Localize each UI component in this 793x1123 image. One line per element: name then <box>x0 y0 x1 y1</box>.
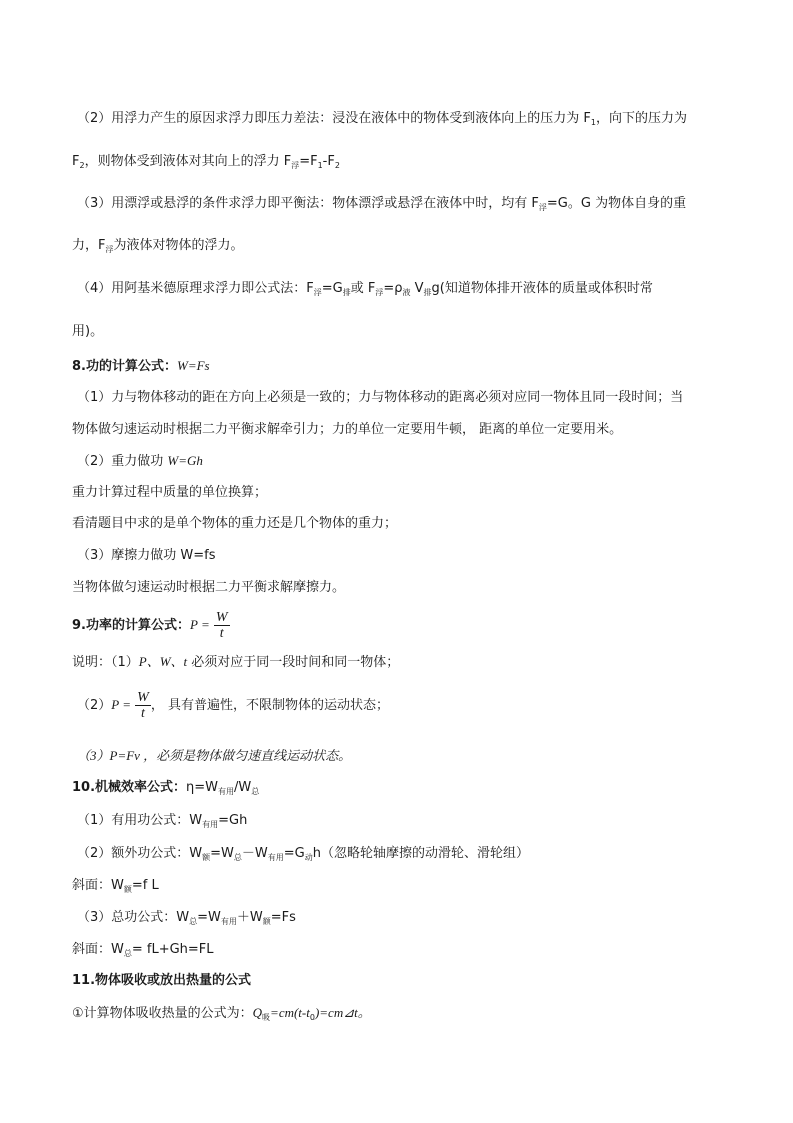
text: =f L <box>131 878 159 893</box>
section-11-heading <box>72 972 251 990</box>
formula: =cm(t-t <box>270 1005 310 1020</box>
formula: η=W <box>186 780 219 795</box>
text: 斜面：W <box>72 878 124 893</box>
text: =F <box>299 154 318 169</box>
subscript: 2 <box>334 161 340 170</box>
denominator: t <box>219 626 224 641</box>
efficiency-note-3-incline <box>72 941 214 963</box>
text: = fL+Gh=FL <box>131 942 214 957</box>
buoyancy-method-4-line2 <box>72 323 103 341</box>
formula: )=cm⊿t。 <box>314 1005 371 1020</box>
subscript: 额 <box>262 917 271 926</box>
buoyancy-method-4-line1 <box>77 280 653 302</box>
heat-formula-line <box>72 1004 371 1027</box>
text: 必须对应于同一段时间和同一物体； <box>187 655 400 670</box>
text: 或 F <box>350 281 376 296</box>
text: 具有普遍性，不限制物体的运动状态； <box>163 698 389 713</box>
text: 用)。 <box>72 324 104 339</box>
buoyancy-method-2-line2 <box>72 153 340 175</box>
text: =ρ <box>383 281 403 296</box>
fraction <box>135 690 151 721</box>
power-note-3 <box>77 747 351 765</box>
heading-text: 9.功率的计算公式： <box>72 618 190 633</box>
text: （3）P=Fv ，必须是物体做匀速直线运动状态。 <box>77 748 352 763</box>
text: 斜面：W <box>72 942 124 957</box>
text: 物体做匀速运动时根据二力平衡求解牵引力；力的单位一定要用牛顿， 距离的单位一定要用米。 <box>72 422 623 437</box>
power-note-2 <box>77 688 389 723</box>
formula: W=Fs <box>176 358 210 373</box>
heading-text: 11.物体吸收或放出热量的公式 <box>72 973 252 988</box>
subscript: 0 <box>309 1013 315 1022</box>
subscript: 有用 <box>218 787 235 796</box>
text: ＋W <box>236 910 263 925</box>
text: =W <box>197 910 221 925</box>
subscript: 浮 <box>375 288 384 297</box>
section-8-heading <box>72 357 210 376</box>
text: 看清题目中求的是单个物体的重力还是几个物体的重力； <box>72 516 398 531</box>
efficiency-note-1 <box>77 812 247 834</box>
subscript: 1 <box>317 161 323 170</box>
text: （4）用阿基米德原理求浮力即公式法：F <box>77 281 314 296</box>
text: =G <box>321 281 343 296</box>
text: （2） <box>77 698 112 713</box>
text: V <box>410 281 424 296</box>
subscript: 浮 <box>538 203 547 212</box>
formula: P、W、t <box>138 654 188 669</box>
subscript: 1 <box>590 118 596 127</box>
text: 力，F <box>72 238 106 253</box>
text: =Fs <box>270 910 296 925</box>
formula: /W <box>234 780 252 795</box>
subscript: 动 <box>304 853 313 862</box>
text: （3）摩擦力做功 W=fs <box>77 548 216 563</box>
section-9-heading <box>72 608 230 643</box>
text: h（忽略轮轴摩擦的动滑轮、滑轮组） <box>312 846 529 861</box>
text: （1）力与物体移动的距在方向上必须是一致的；力与物体移动的距离必须对应同一物体且同一段时间；当 <box>77 390 684 405</box>
work-note-2-detail-2 <box>72 515 397 533</box>
subscript: 2 <box>79 161 85 170</box>
text: =W <box>210 846 234 861</box>
subscript: 有用 <box>220 917 237 926</box>
work-note-3 <box>77 547 216 565</box>
text: =G。G 为物体自身的重 <box>546 196 687 211</box>
text: （2）重力做功 <box>77 454 168 469</box>
work-note-2 <box>77 452 203 471</box>
denominator: t <box>141 706 145 721</box>
subscript: 液 <box>402 288 411 297</box>
subscript: 有用 <box>202 820 219 829</box>
subscript: 吸 <box>262 1013 271 1022</box>
text: （3）用漂浮或悬浮的条件求浮力即平衡法：物体漂浮或悬浮在液体中时，均有 F <box>77 196 539 211</box>
buoyancy-method-3-line1 <box>77 195 686 217</box>
fraction <box>214 610 230 641</box>
power-note-1 <box>72 653 399 672</box>
buoyancy-method-2-line1 <box>77 110 687 132</box>
heading-text: 8.功的计算公式： <box>72 359 177 374</box>
text: ， <box>150 698 164 713</box>
formula: Q <box>252 1005 263 1020</box>
text: -F <box>322 154 335 169</box>
numerator: W <box>215 610 228 625</box>
subscript: 浮 <box>313 288 322 297</box>
formula: P = <box>189 617 210 632</box>
text: F <box>72 154 80 169</box>
efficiency-note-2-incline <box>72 877 159 899</box>
subscript: 总 <box>123 949 132 958</box>
numerator: W <box>137 690 149 705</box>
efficiency-note-2 <box>77 845 529 867</box>
work-note-2-detail-1 <box>72 484 267 502</box>
buoyancy-method-3-line2 <box>72 237 244 259</box>
text: （1）有用功公式：W <box>77 813 203 828</box>
text: 重力计算过程中质量的单位换算； <box>72 485 268 500</box>
subscript: 浮 <box>291 161 300 170</box>
subscript: 总 <box>189 917 198 926</box>
text: ，则物体受到液体对其向上的浮力 F <box>84 154 292 169</box>
text: g(知道物体排开液体的质量或体积时常 <box>431 281 653 296</box>
heading-text: 10.机械效率公式： <box>72 780 187 795</box>
subscript: 总 <box>233 853 242 862</box>
subscript: 浮 <box>105 245 114 254</box>
subscript: 额 <box>123 885 132 894</box>
work-note-1-line1 <box>77 389 683 407</box>
text: （2）额外功公式：W <box>77 846 203 861</box>
text: 说明：（1） <box>72 655 139 670</box>
section-10-heading <box>72 779 259 801</box>
text: －W <box>241 846 268 861</box>
text: ，向下的压力为 <box>595 111 687 126</box>
subscript: 额 <box>202 853 211 862</box>
subscript: 排 <box>423 288 432 297</box>
text: （2）用浮力产生的原因求浮力即压力差法：浸没在液体中的物体受到液体向上的压力为 F <box>77 111 591 126</box>
subscript: 排 <box>342 288 351 297</box>
subscript: 有用 <box>267 853 284 862</box>
text: 为液体对物体的浮力。 <box>113 238 244 253</box>
formula: P = <box>111 697 132 712</box>
text: =G <box>283 846 305 861</box>
text: =Gh <box>218 813 248 828</box>
formula: W=Gh <box>167 453 203 468</box>
subscript: 总 <box>251 787 260 796</box>
work-note-1-line2 <box>72 421 622 439</box>
efficiency-note-3 <box>77 909 296 931</box>
text: ①计算物体吸收热量的公式为： <box>72 1006 253 1021</box>
text: 当物体做匀速运动时根据二力平衡求解摩擦力。 <box>72 580 346 595</box>
work-note-3-detail <box>72 579 345 597</box>
text: （3）总功公式：W <box>77 910 190 925</box>
